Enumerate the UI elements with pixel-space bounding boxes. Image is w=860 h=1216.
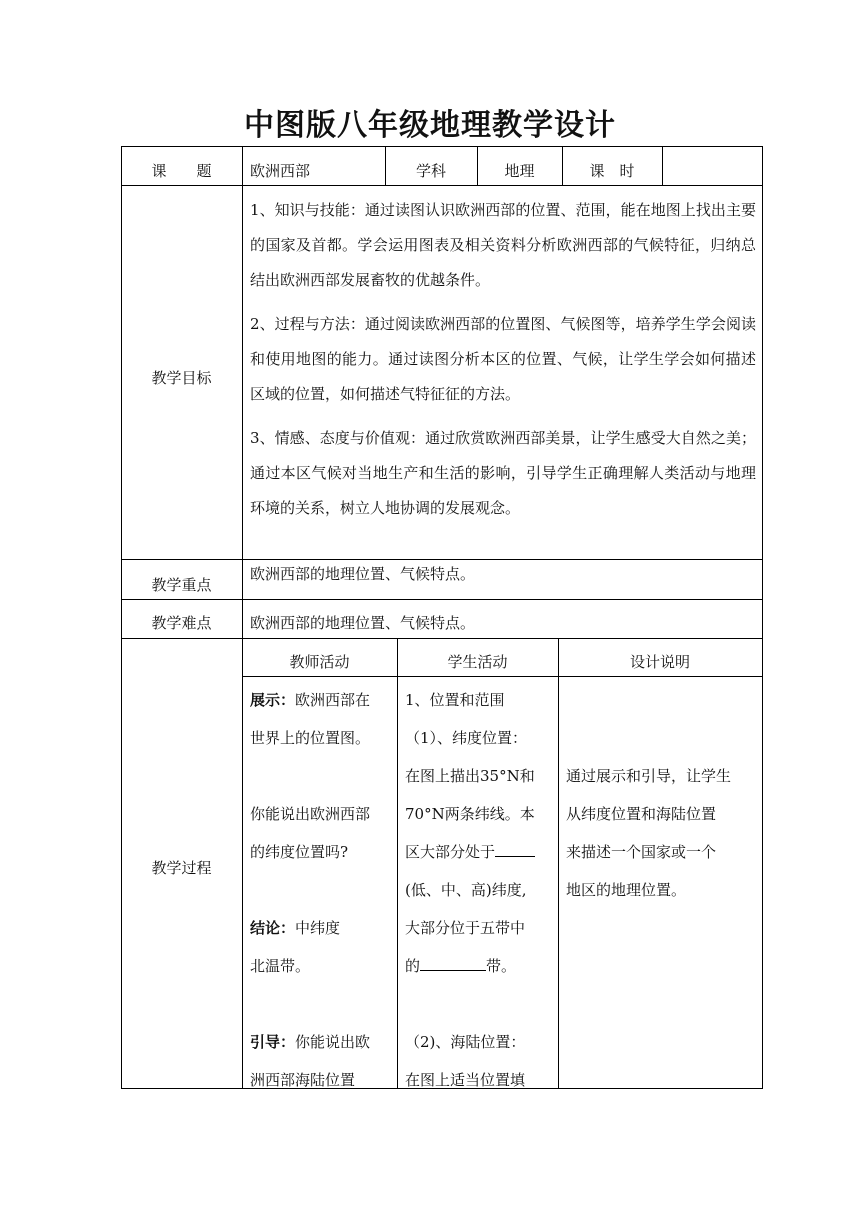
subject-value: 地理 [504,162,535,180]
col-header-teacher: 教师活动 [289,653,350,671]
row-divider [121,559,763,560]
student-line: 区大部分处于 [405,843,496,861]
student-line: 70°N两条纬线。本 [405,805,535,823]
row-divider [121,185,763,186]
student-line: （1）、纬度位置： [405,729,528,747]
row-divider [121,599,763,600]
show-text: 世界上的位置图。 [250,729,371,747]
objective-1: 1、知识与技能：通过读图认识欧洲西部的位置、范围，能在地图上找出主要的国家及首都。学会运用图表及相关资料分析欧洲西部的气候特征，归纳总结出欧洲西部发展畜牧的优越条件。 [250,201,756,289]
student-activity [405,681,557,1099]
objective-3: 3、情感、态度与价值观：通过欣赏欧洲西部美景，让学生感受大自然之美；通过本区气候对当地生产和生活的影响，引导学生正确理解人类活动与地理环境的关系，树立人地协调的发展观念。 [250,429,756,517]
guide-text: 你能说出欧 [295,1033,371,1051]
table-border-right [762,146,763,1089]
header-divider [662,146,663,186]
key-points-value: 欧洲西部的地理位置、气候特点。 [250,565,476,583]
design-line: 从纬度位置和海陆位置 [566,805,717,823]
objective-2: 2、过程与方法：通过阅读欧洲西部的位置图、气候图等，培养学生学会阅读和使用地图的能力。通过读图分析本区的位置、气候，让学生学会如何描述区域的位置，如何描述气特征征的方法。 [250,315,756,403]
design-line: 通过展示和引导，让学生 [566,767,732,785]
design-line: 地区的地理位置。 [566,881,687,899]
student-line: 的 [405,957,421,975]
subheader-divider [242,676,763,677]
col-header-student: 学生活动 [447,653,508,671]
guide-text: 洲西部海陆位置 [250,1071,356,1089]
lesson-label: 课 题 [151,162,212,180]
col-header-design: 设计说明 [629,653,690,671]
question-text: 的纬度位置吗? [250,843,349,861]
student-line: 在图上适当位置填 [405,1071,526,1089]
difficulties-label: 教学难点 [151,614,212,632]
objectives-label: 教学目标 [151,369,212,387]
conclusion-text: 中纬度 [295,919,341,937]
document-title: 中图版八年级地理教学设计 [244,108,616,143]
subject-label: 学科 [415,162,446,180]
show-text: 欧洲西部在 [295,691,371,709]
process-label: 教学过程 [151,859,212,877]
design-line: 来描述一个国家或一个 [566,843,717,861]
process-column-divider [558,638,559,1089]
difficulties-value: 欧洲西部的地理位置、气候特点。 [250,614,476,632]
row-divider [121,638,763,639]
student-line: (低、中、高)纬度, [405,881,527,899]
fill-blank [420,952,486,971]
guide-label: 引导： [250,1033,296,1051]
conclusion-text: 北温带。 [250,957,311,975]
period-label: 课 时 [589,162,635,180]
conclusion-label: 结论： [250,919,296,937]
table-border-top [121,146,763,147]
lesson-value: 欧洲西部 [250,162,311,180]
student-line: （2)、海陆位置： [405,1033,526,1051]
process-column-divider [397,638,398,1089]
student-line: 大部分位于五带中 [405,919,526,937]
student-line: 带。 [486,957,517,975]
key-points-label: 教学重点 [151,576,212,594]
label-column-divider [242,146,243,1089]
fill-blank [495,838,535,857]
student-line: 在图上描出35°N和 [405,767,535,785]
question-text: 你能说出欧洲西部 [250,805,371,823]
design-notes [566,757,762,909]
teacher-activity [250,681,395,1099]
student-line: 1、位置和范围 [405,691,505,709]
show-label: 展示： [250,691,296,709]
